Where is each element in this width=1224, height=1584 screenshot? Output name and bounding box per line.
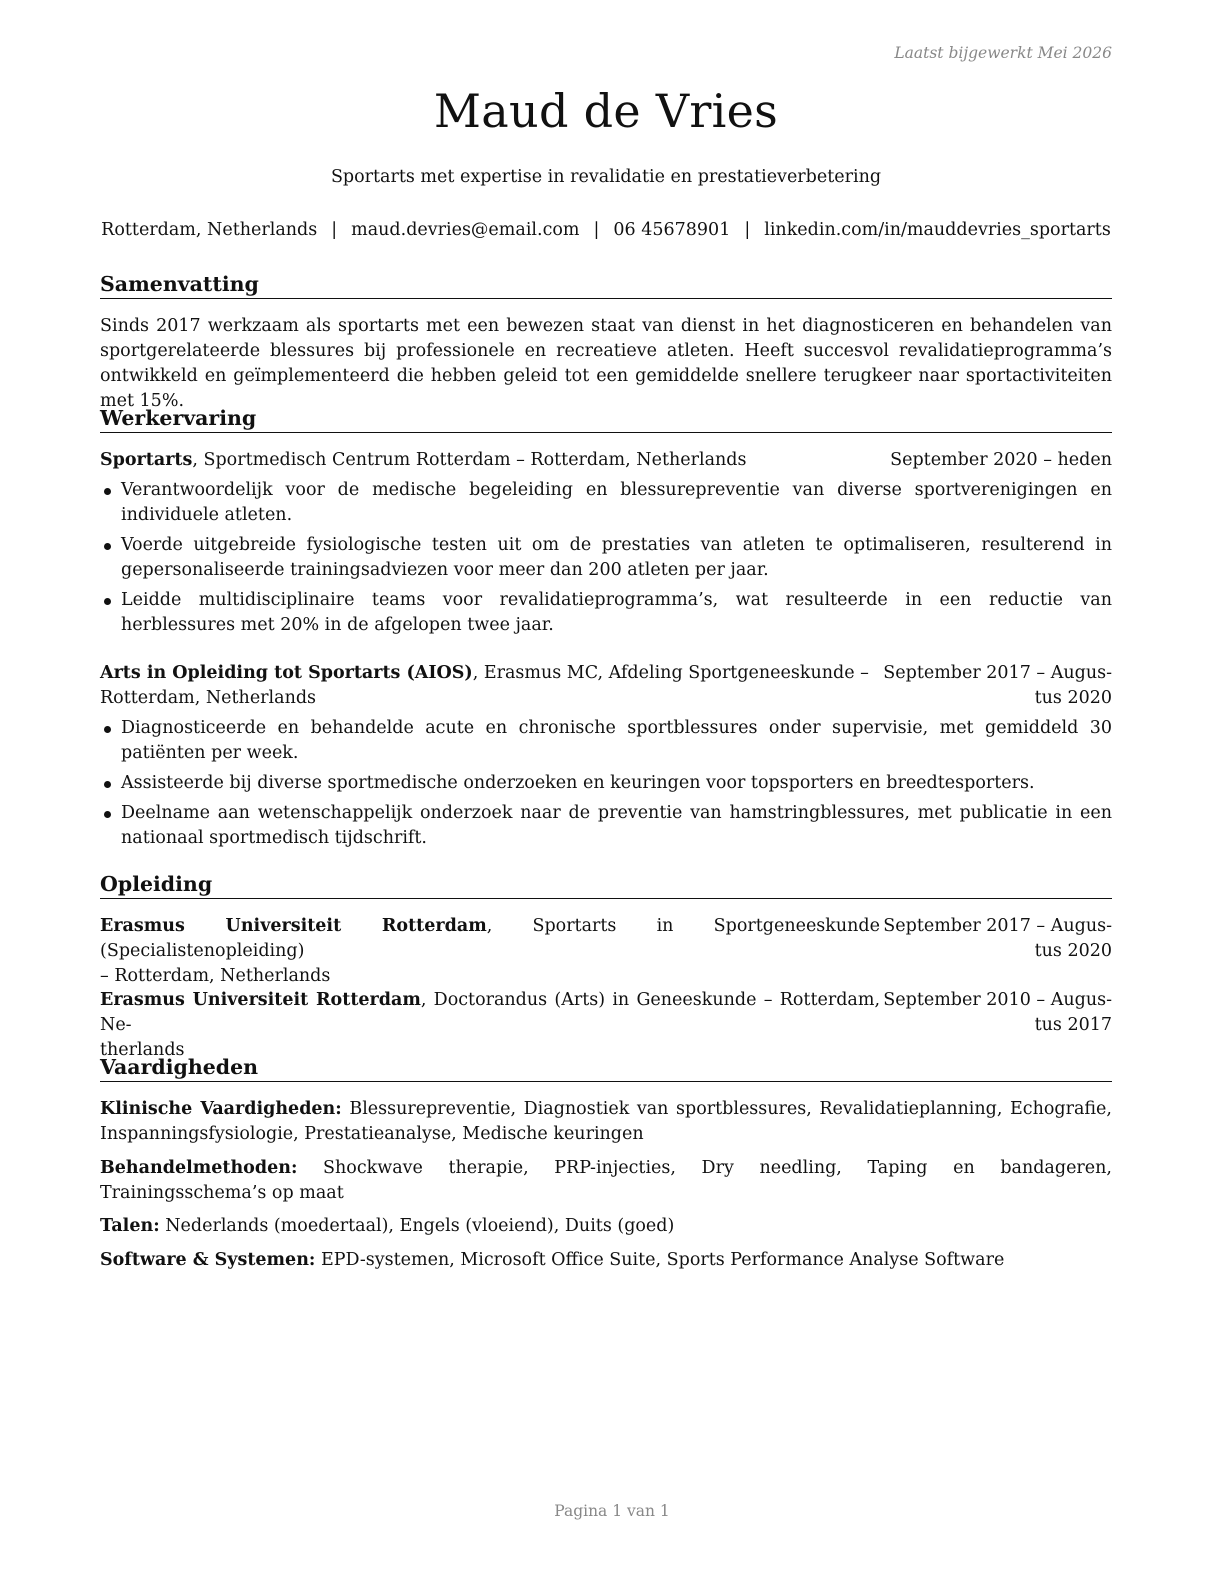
skill-row <box>100 1156 1112 1206</box>
job-bullet-list <box>100 478 1112 643</box>
page-number: Pagina 1 van 1 <box>554 1502 670 1520</box>
section-title-experience: Werkervaring <box>100 406 1112 433</box>
section-title-education: Opleiding <box>100 872 1112 899</box>
last-updated-note: Laatst bijgewerkt Mei 2026 <box>894 44 1112 62</box>
job-role: Arts in Opleiding tot Sportarts (AIOS) <box>100 663 473 683</box>
skill-row <box>100 1248 1112 1273</box>
education-dates-end: tus 2017 <box>1034 1015 1112 1035</box>
education-title-line <box>100 988 880 1063</box>
section-title-summary: Samenvatting <box>100 272 1112 299</box>
job-bullet: Diagnosticeerde en behandelde acute en chronische sportblessures onder supervisie, met gemiddeld 30 patiënten per week. <box>100 716 1112 766</box>
skill-label: Talen: <box>100 1216 160 1236</box>
job-title-line <box>100 661 870 711</box>
education-dates <box>883 988 1112 1038</box>
skill-label: Behandelmethoden: <box>100 1158 298 1178</box>
job-bullet: Verantwoordelijk voor de medische begeleiding en blessurepreventie van diverse sportverenigingen en individuele atleten. <box>100 478 1112 528</box>
candidate-subtitle: Sportarts met expertise in revalidatie en prestatieverbetering <box>330 167 882 187</box>
education-location: – Rotterdam, Netherlands <box>100 966 331 986</box>
skill-row <box>100 1097 1112 1147</box>
job-role: Sportarts <box>100 450 193 470</box>
job-organization: , Erasmus MC, Afdeling Sportgeneeskunde – <box>472 663 869 683</box>
job-dates <box>883 661 1112 711</box>
job-bullet: Leidde multidisciplinaire teams voor revalidatieprogramma’s, wat resulteerde in een reductie van herblessures met 20% in de afgelopen twee jaar. <box>100 588 1112 638</box>
skill-label: Software & Systemen: <box>100 1250 316 1270</box>
skill-value: Shockwave therapie, PRP-injecties, Dry needling, Taping en bandageren, Trainingsschema’s op maat <box>100 1158 1112 1203</box>
skill-value: EPD-systemen, Microsoft Office Suite, Sports Performance Analyse Software <box>320 1250 1005 1270</box>
skill-value: Blessurepreventie, Diagnostiek van sportblessures, Revalidatieplanning, Echografie, Inspanningsfysiologie, Prestatieanalyse, Medische keuringen <box>100 1099 1112 1144</box>
education-dates-start: September 2010 – Augus- <box>883 990 1112 1010</box>
job-bullet-list <box>100 716 1112 856</box>
education-school: Erasmus Universiteit Rotterdam <box>100 990 421 1010</box>
skill-value: Nederlands (moedertaal), Engels (vloeiend), Duits (goed) <box>165 1216 675 1236</box>
contact-line <box>100 220 1112 240</box>
contact-separator: | <box>593 220 600 240</box>
education-title-line <box>100 914 880 989</box>
section-title-skills: Vaardigheden <box>100 1055 1112 1082</box>
job-organization: , Sportmedisch Centrum Rotterdam – Rotterdam, Netherlands <box>192 450 747 470</box>
education-location: therlands <box>100 1040 185 1060</box>
contact-email[interactable]: maud.devries@email.com <box>351 220 580 240</box>
job-dates-end: tus 2020 <box>1034 688 1112 708</box>
contact-separator: | <box>331 220 338 240</box>
job-location: Rotterdam, Netherlands <box>100 688 317 708</box>
skill-label: Klinische Vaardigheden: <box>100 1099 342 1119</box>
education-dates <box>883 914 1112 964</box>
education-dates-end: tus 2020 <box>1034 941 1112 961</box>
contact-phone: 06 45678901 <box>613 220 731 240</box>
education-degree: , Doctorandus (Arts) in Geneeskunde – Rotterdam, Ne- <box>100 990 881 1035</box>
contact-location: Rotterdam, Netherlands <box>101 220 318 240</box>
job-dates-start: September 2017 – Augus- <box>883 663 1112 683</box>
contact-separator: | <box>744 220 751 240</box>
summary-text: Sinds 2017 werkzaam als sportarts met een bewezen staat van dienst in het diagnosticeren en behandelen van sportgerelateerde blessures bij professionele en recreatieve atleten. Heeft succesvol revalidatieprogramma’s ontwikkeld en geïmplementeerd die hebben geleid tot een gemiddelde snellere terugkeer naar sportactiviteiten met 15%. <box>100 316 1112 411</box>
education-school: Erasmus Universiteit Rotterdam <box>100 916 487 936</box>
job-bullet: Voerde uitgebreide fysiologische testen uit om de prestaties van atleten te optimaliseren, resulterend in gepersonaliseerde trainingsadviezen voor meer dan 200 atleten per jaar. <box>100 533 1112 583</box>
education-degree: , Sportarts in Sportgeneeskunde (Specialistenopleiding) <box>100 916 880 961</box>
skill-row <box>100 1214 1112 1239</box>
education-dates-start: September 2017 – Augus- <box>883 916 1112 936</box>
job-bullet: Assisteerde bij diverse sportmedische onderzoeken en keuringen voor topsporters en breedtesporters. <box>100 771 1112 796</box>
candidate-name: Maud de Vries <box>433 84 779 138</box>
job-dates: September 2020 – heden <box>890 450 1112 470</box>
job-bullet: Deelname aan wetenschappelijk onderzoek naar de preventie van hamstringblessures, met publicatie in een nationaal sportmedisch tijdschrift. <box>100 801 1112 851</box>
job-title-line <box>100 448 900 473</box>
contact-linkedin[interactable]: linkedin.com/in/mauddevries_sportarts <box>764 220 1111 240</box>
